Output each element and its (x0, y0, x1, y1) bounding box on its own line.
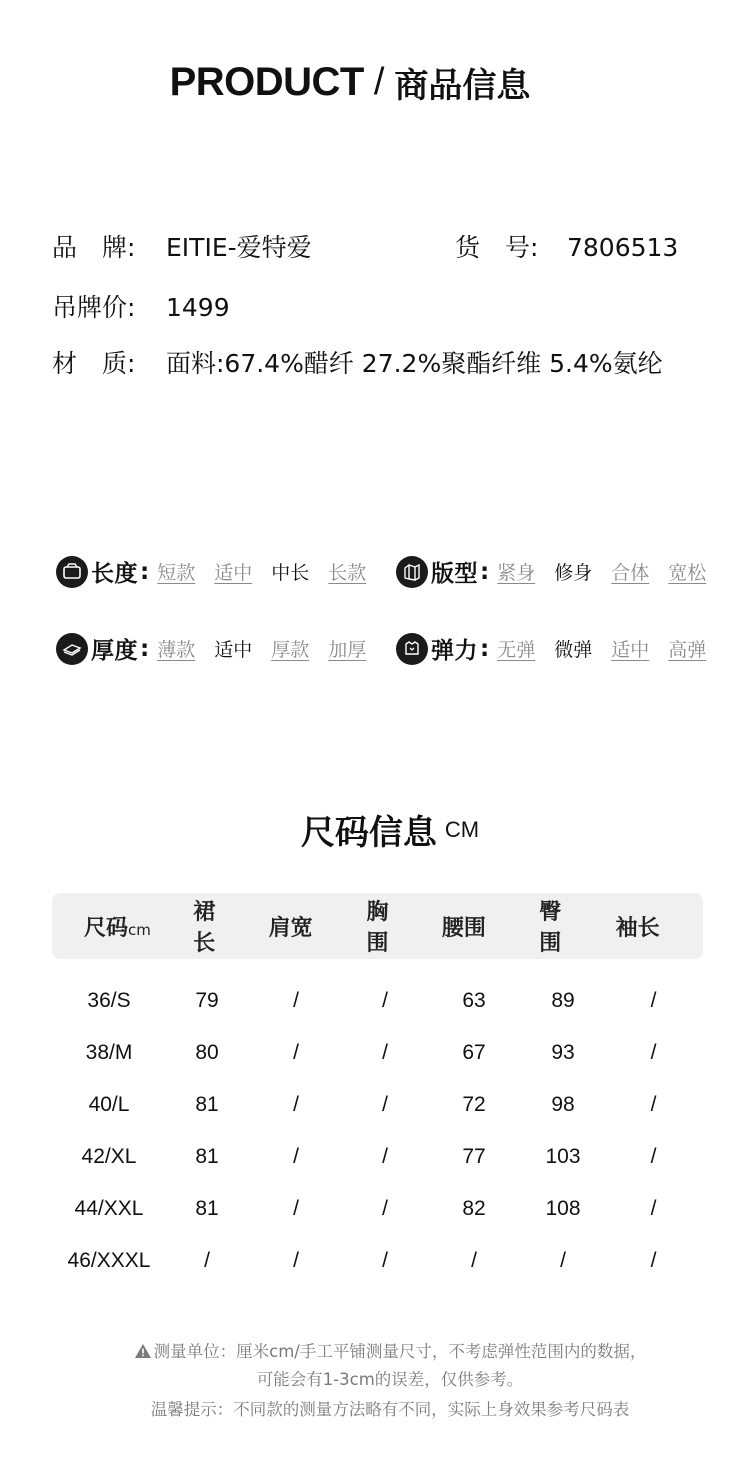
table-row (52, 1027, 703, 1079)
table-cell: / (293, 1041, 299, 1064)
table-cell: 80 (195, 1041, 219, 1064)
header-sleeve: 袖长 (615, 915, 660, 941)
header-shoulder: 肩宽 (268, 915, 313, 941)
table-cell: 63 (462, 989, 486, 1012)
table-cell: / (382, 1145, 388, 1168)
table-row (52, 1235, 703, 1287)
table-cell: / (650, 1249, 657, 1272)
table-cell: / (382, 1249, 388, 1272)
attribute-fit: 版型 : 紧身 修身 合体 宽松 (396, 555, 706, 588)
table-row (52, 975, 703, 1027)
attribute-length-label: 长度 (91, 561, 138, 587)
title-separator: / (373, 61, 385, 103)
elasticity-icon (396, 633, 428, 665)
option-elasticity-1-selected: 微弹 (554, 639, 593, 661)
item-number-row (455, 228, 678, 264)
option-fit-0: 紧身 (497, 562, 536, 584)
table-cell: 81 (195, 1197, 219, 1220)
option-length-0: 短款 (157, 562, 196, 584)
header-waist: 腰围 (441, 915, 486, 941)
table-cell: / (382, 1041, 388, 1064)
table-cell: 38/M (85, 1041, 133, 1064)
item-number-value: 7806513 (567, 233, 679, 262)
title-english: PRODUCT (169, 60, 364, 104)
price-row (52, 288, 230, 324)
option-elasticity-0: 无弹 (497, 639, 536, 661)
attribute-thickness-label: 厚度 (91, 638, 138, 664)
header-skirt-length: 裙长 (193, 900, 216, 956)
table-cell: 93 (551, 1041, 575, 1064)
attribute-fit-label: 版型 (431, 561, 478, 587)
table-cell: / (382, 989, 388, 1012)
size-title-unit: CM (444, 816, 480, 842)
table-cell: 81 (195, 1093, 219, 1116)
option-length-2-selected: 中长 (271, 562, 310, 584)
option-fit-2: 合体 (611, 562, 650, 584)
length-icon (56, 556, 88, 588)
table-row (52, 1183, 703, 1235)
header-hip: 臀围 (539, 900, 562, 956)
item-number-label: 货 号: (455, 233, 539, 262)
size-title-text: 尺码信息 (300, 813, 437, 853)
brand-row (52, 228, 312, 264)
option-fit-3: 宽松 (668, 562, 707, 584)
table-cell: 36/S (87, 989, 131, 1012)
brand-label: 品 牌: (52, 233, 136, 262)
material-value: 面料:67.4%醋纤 27.2%聚酯纤维 5.4%氨纶 (166, 349, 663, 378)
table-cell: 72 (462, 1093, 486, 1116)
option-thickness-0: 薄款 (157, 639, 196, 661)
page-title (0, 58, 700, 107)
option-length-3: 长款 (328, 562, 367, 584)
table-cell: / (293, 1197, 299, 1220)
table-cell: 77 (462, 1145, 486, 1168)
table-row (52, 1131, 703, 1183)
table-cell: 82 (462, 1197, 486, 1220)
thickness-icon (56, 633, 88, 665)
material-row (52, 344, 663, 380)
attribute-elasticity: 弹力 : 无弹 微弹 适中 高弹 (396, 632, 706, 665)
table-cell: / (382, 1093, 388, 1116)
table-cell: 89 (551, 989, 575, 1012)
price-value: 1499 (166, 293, 230, 322)
table-cell: 98 (551, 1093, 575, 1116)
table-cell: / (650, 989, 657, 1012)
option-elasticity-2: 适中 (611, 639, 650, 661)
table-cell: 81 (195, 1145, 219, 1168)
option-thickness-1-selected: 适中 (214, 639, 253, 661)
table-cell: / (293, 1093, 299, 1116)
option-length-1: 适中 (214, 562, 253, 584)
table-cell: / (650, 1145, 657, 1168)
table-cell: 42/XL (81, 1145, 137, 1168)
table-cell: / (650, 1041, 657, 1064)
option-thickness-3: 加厚 (328, 639, 367, 661)
table-cell: / (650, 1197, 657, 1220)
header-size-unit: cm (127, 920, 151, 939)
attribute-elasticity-label: 弹力 (431, 638, 478, 664)
table-cell: 103 (545, 1145, 581, 1168)
table-cell: 79 (195, 989, 219, 1012)
measurement-note-line2: 可能会有1-3cm的误差，仅供参考。 (256, 1370, 524, 1389)
table-cell: 67 (462, 1041, 486, 1064)
table-cell: / (471, 1249, 477, 1272)
table-cell: 40/L (88, 1093, 130, 1116)
fit-icon (396, 556, 428, 588)
warning-icon (134, 1343, 152, 1359)
price-label: 吊牌价: (52, 293, 136, 322)
table-cell: 46/XXXL (67, 1249, 151, 1272)
size-table-body (52, 975, 703, 1287)
table-cell: 44/XXL (74, 1197, 144, 1220)
attribute-thickness: 厚度 : 薄款 适中 厚款 加厚 (56, 632, 366, 665)
option-fit-1-selected: 修身 (554, 562, 593, 584)
size-section-title (0, 805, 750, 854)
size-table-header (52, 893, 703, 959)
table-cell: / (293, 1145, 299, 1168)
table-row (52, 1079, 703, 1131)
table-cell: / (204, 1249, 210, 1272)
option-elasticity-3: 高弹 (668, 639, 707, 661)
title-chinese: 商品信息 (394, 66, 531, 106)
material-label: 材 质: (52, 349, 136, 378)
measurement-note-line1: 测量单位：厘米cm/手工平铺测量尺寸，不考虑弹性范围内的数据， (0, 1338, 750, 1362)
option-thickness-2: 厚款 (271, 639, 310, 661)
header-chest: 胸围 (366, 900, 389, 956)
table-cell: / (293, 1249, 299, 1272)
table-cell: / (650, 1093, 657, 1116)
header-size: 尺码cm (83, 915, 151, 941)
brand-value: EITIE-爱特爱 (166, 233, 312, 262)
table-cell: / (382, 1197, 388, 1220)
measurement-note-line3: 温馨提示：不同款的测量方法略有不同，实际上身效果参考尺码表 (150, 1400, 630, 1419)
table-cell: / (293, 989, 299, 1012)
table-cell: 108 (545, 1197, 581, 1220)
attribute-length: 长度 : 短款 适中 中长 长款 (56, 555, 366, 588)
table-cell: / (560, 1249, 566, 1272)
